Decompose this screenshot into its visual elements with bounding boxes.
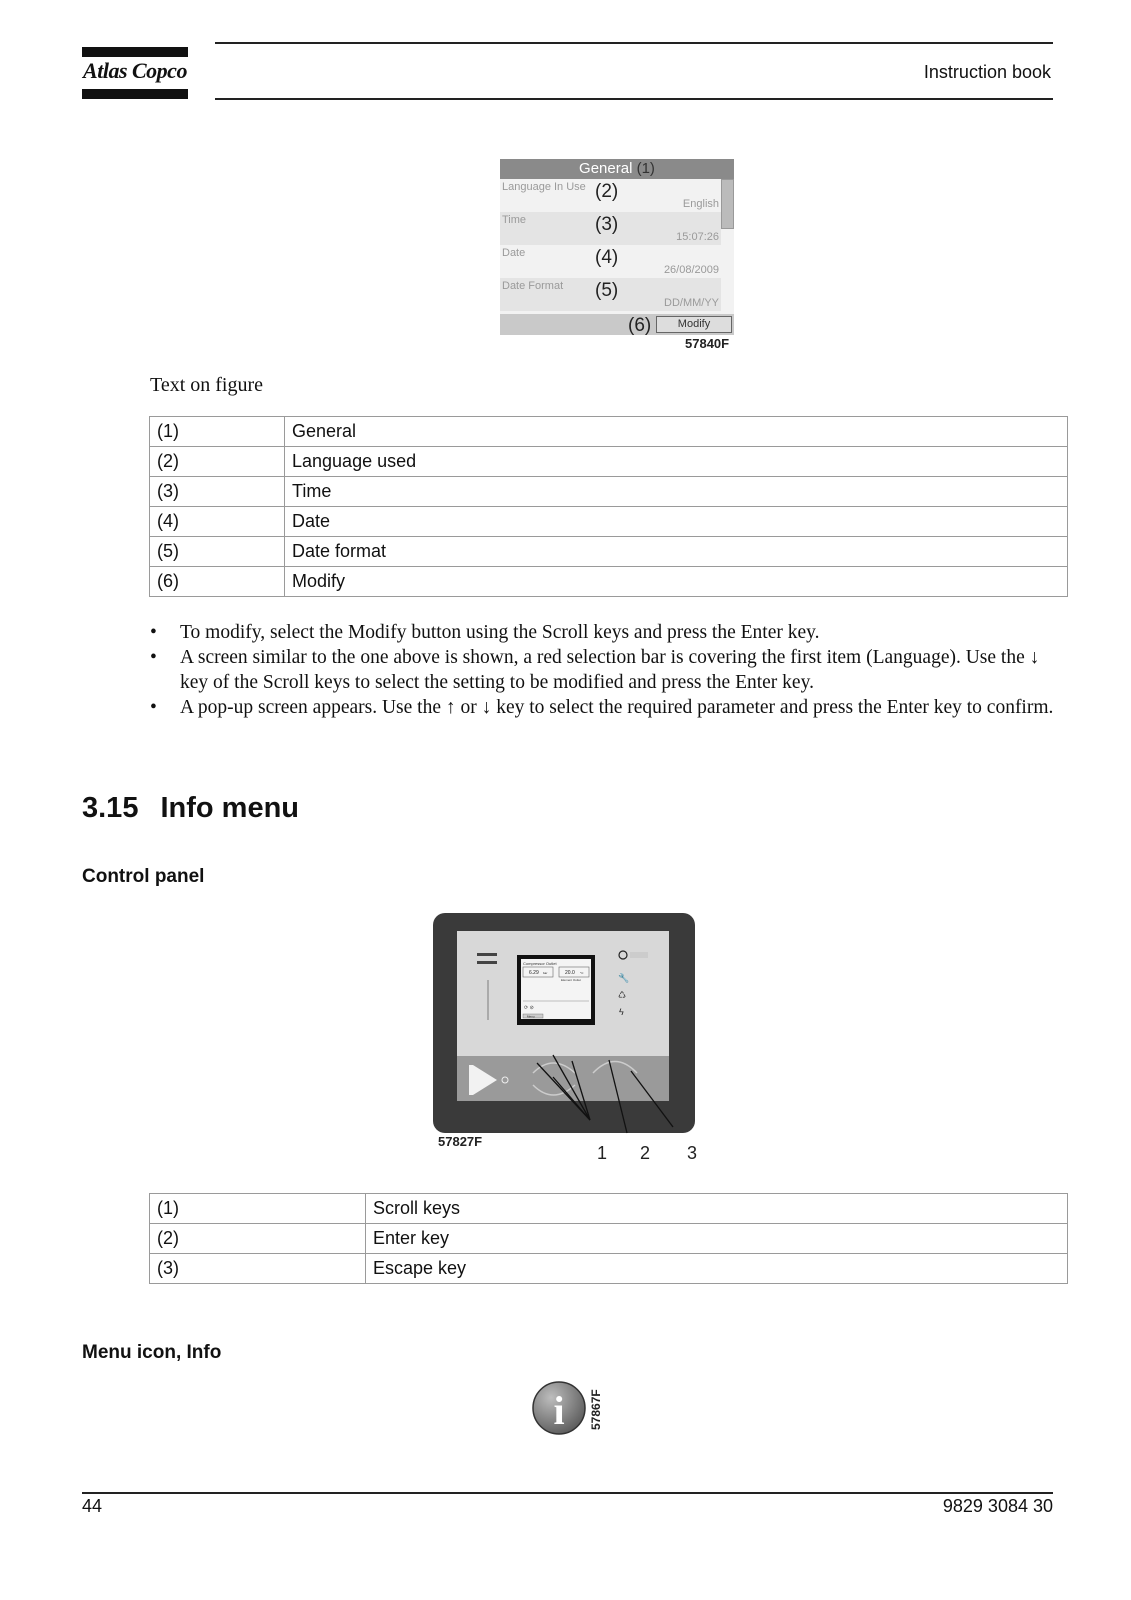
status-light xyxy=(630,952,648,958)
table-row xyxy=(150,1224,1068,1254)
control-panel-heading: Control panel xyxy=(82,866,205,887)
mini-unit-2: °C xyxy=(580,971,584,975)
section-number: 3.15 xyxy=(82,792,139,824)
mini-logo-bar xyxy=(477,961,497,964)
row-value: English xyxy=(682,198,719,210)
row-value: 26/08/2009 xyxy=(663,264,719,276)
screen-row-language xyxy=(500,179,721,212)
callout-3: (3) xyxy=(595,214,619,235)
table-key: (4) xyxy=(150,507,285,537)
table-value: Date xyxy=(285,507,1068,537)
screen-row-date-format xyxy=(500,278,721,311)
mini-value-1: 6.29 xyxy=(529,970,539,976)
mini-unit-1: bar xyxy=(543,971,548,975)
figure-code: 57840F xyxy=(685,336,730,351)
menu-icon-info-heading: Menu icon, Info xyxy=(82,1342,222,1363)
instruction-list xyxy=(150,620,1060,720)
control-panel-figure xyxy=(425,905,725,1170)
row-label: Date xyxy=(502,247,526,259)
mini-sub: Element Outlet xyxy=(561,978,581,982)
table-row xyxy=(150,1254,1068,1284)
table-key: (3) xyxy=(150,1254,366,1284)
modify-button: Modify xyxy=(656,316,732,333)
screen-row-date xyxy=(500,245,721,278)
table-row xyxy=(150,507,1068,537)
section-title: Info menu xyxy=(160,792,299,824)
header-rule-top xyxy=(215,42,1053,44)
lightning-icon: ϟ xyxy=(619,1007,624,1017)
icon-code: 57867F xyxy=(589,1389,603,1430)
row-label: Time xyxy=(502,214,527,226)
control-panel-legend-table xyxy=(149,1193,1068,1284)
table-key: (1) xyxy=(150,1194,366,1224)
table-value: General xyxy=(285,417,1068,447)
table-key: (6) xyxy=(150,567,285,597)
section-heading xyxy=(82,792,299,825)
callout-1: 1 xyxy=(597,1143,608,1163)
callout-4: (4) xyxy=(595,247,619,268)
callout-2: (2) xyxy=(595,181,619,202)
list-item: • A pop-up screen appears. Use the ↑ or ↓ key to select the required parameter and press the Enter key to confirm. xyxy=(150,695,1060,720)
figure-code: 57827F xyxy=(438,1134,483,1149)
table-value: Modify xyxy=(285,567,1068,597)
callout-2: 2 xyxy=(640,1143,651,1163)
table-row xyxy=(150,477,1068,507)
table-value: Scroll keys xyxy=(366,1194,1068,1224)
logo-bar-top xyxy=(82,47,188,57)
mini-icon: ⟳ ⊘ xyxy=(524,1005,534,1011)
screen-row-time xyxy=(500,212,721,245)
callout-6: (6) xyxy=(628,315,652,336)
figure-legend-table xyxy=(149,416,1068,597)
table-row xyxy=(150,567,1068,597)
row-value: DD/MM/YY xyxy=(664,297,719,309)
document-number: 9829 3084 30 xyxy=(942,1496,1053,1516)
row-value: 15:07:26 xyxy=(676,231,719,243)
wrench-icon: 🔧 xyxy=(618,973,630,983)
table-row xyxy=(150,537,1068,567)
mini-label xyxy=(487,980,489,1020)
mini-logo-bar xyxy=(477,953,497,956)
mini-value-2: 20.0 xyxy=(565,970,575,976)
table-key: (2) xyxy=(150,1224,366,1254)
logo-bar-bottom xyxy=(82,89,188,99)
table-value: Enter key xyxy=(366,1224,1068,1254)
info-glyph: i xyxy=(553,1388,565,1433)
start-button-bar xyxy=(469,1065,473,1095)
callout-3: 3 xyxy=(687,1143,698,1163)
atlas-copco-logo: Atlas Copco xyxy=(83,58,187,83)
table-row xyxy=(150,417,1068,447)
recycle-icon: ♺ xyxy=(618,990,627,1000)
info-icon xyxy=(530,1378,610,1438)
header-title: Instruction book xyxy=(923,62,1051,82)
table-key: (5) xyxy=(150,537,285,567)
table-row xyxy=(150,1194,1068,1224)
row-label: Language In Use xyxy=(502,181,586,193)
table-value: Time xyxy=(285,477,1068,507)
table-key: (3) xyxy=(150,477,285,507)
mini-menu-label: Menu xyxy=(527,1014,535,1019)
figure-caption: Text on figure xyxy=(150,374,264,396)
mini-screen-header: Compressor Outlet xyxy=(523,961,557,966)
screen-scrollbar xyxy=(721,179,734,229)
screen-title: General (1) xyxy=(500,159,734,179)
general-settings-screen xyxy=(500,159,734,335)
table-value: Escape key xyxy=(366,1254,1068,1284)
row-label: Date Format xyxy=(502,280,564,292)
table-value: Language used xyxy=(285,447,1068,477)
table-value: Date format xyxy=(285,537,1068,567)
table-key: (2) xyxy=(150,447,285,477)
callout-5: (5) xyxy=(595,280,619,301)
table-row xyxy=(150,447,1068,477)
page-number: 44 xyxy=(82,1496,103,1516)
footer-rule xyxy=(82,1492,1053,1494)
list-item: • A screen similar to the one above is shown, a red selection bar is covering the first item (Language). Use the ↓ key of the Scroll keys to select the setting to be modified and press the Enter key. xyxy=(150,645,1060,695)
list-item: • To modify, select the Modify button using the Scroll keys and press the Enter key. xyxy=(150,620,1060,645)
header-rule-bottom xyxy=(215,98,1053,100)
callout-1: (1) xyxy=(636,160,655,177)
table-key: (1) xyxy=(150,417,285,447)
